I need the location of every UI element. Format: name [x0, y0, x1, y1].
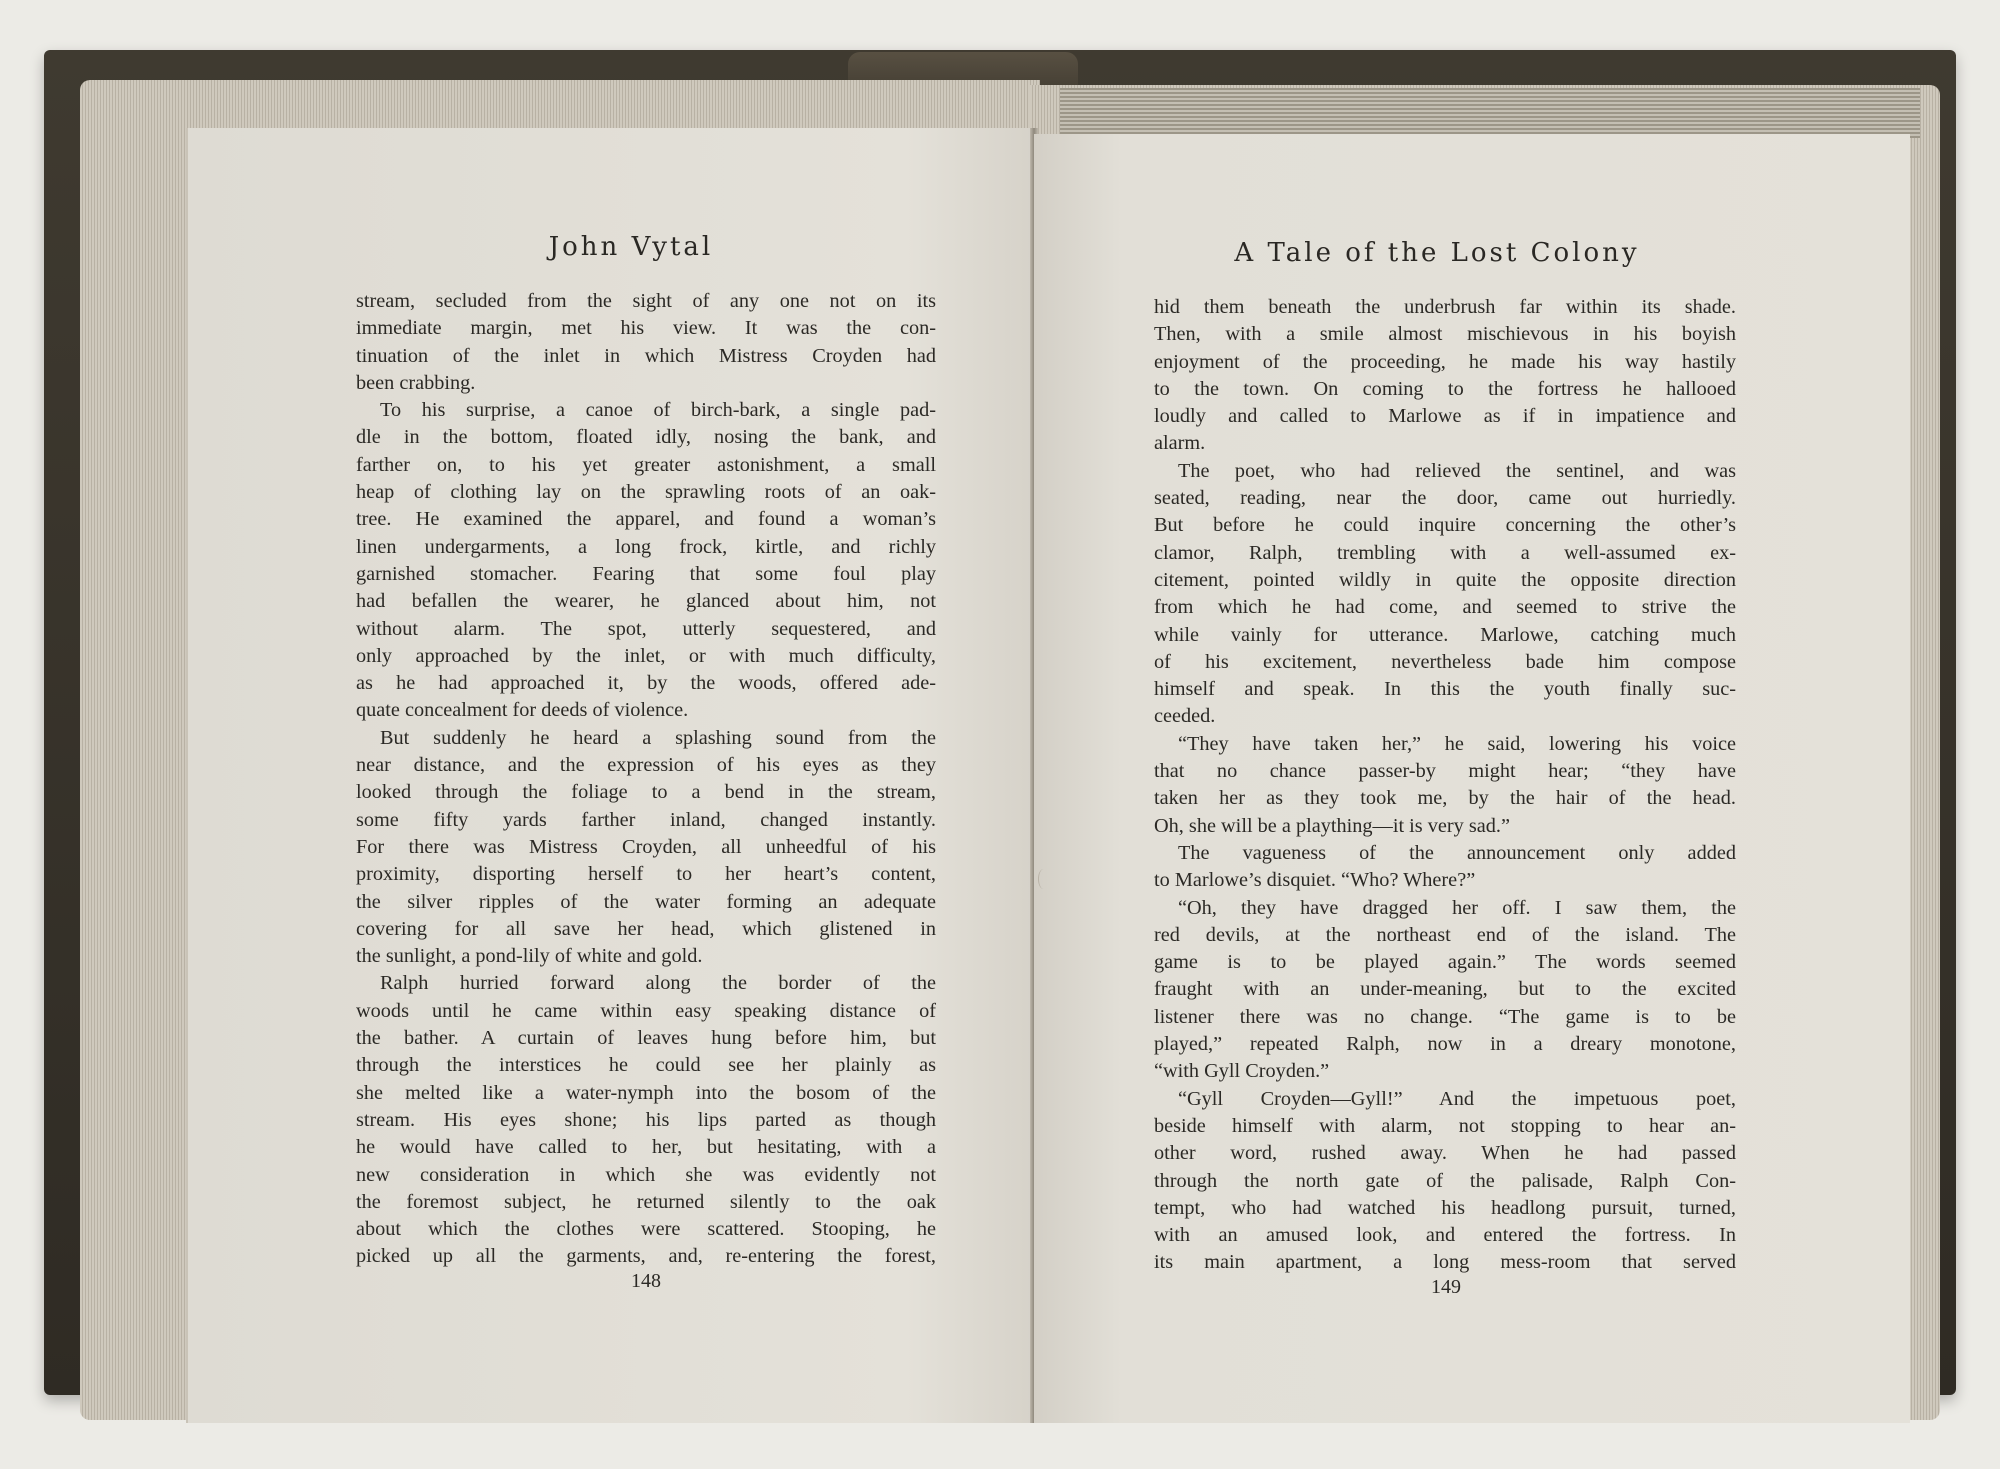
text-line: new consideration in which she was evidently not [356, 1163, 936, 1186]
text-line: heap of clothing lay on the sprawling roots of an oak- [356, 481, 936, 504]
text-line: “with Gyll Croyden.” [1154, 1060, 1330, 1083]
text-line: to the town. On coming to the fortress he hallooed [1154, 377, 1736, 400]
text-line: citement, pointed wildly in quite the opposite direction [1154, 568, 1736, 591]
text-line: beside himself with alarm, not stopping to hear an- [1154, 1114, 1736, 1137]
text-line: only approached by the inlet, or with much difficulty, [356, 644, 936, 667]
text-line: the sunlight, a pond-lily of white and gold. [356, 945, 703, 968]
text-line: tinuation of the inlet in which Mistress Croyden had [356, 344, 936, 367]
right-running-head: A Tale of the Lost Colony [1234, 238, 1640, 268]
text-line: But suddenly he heard a splashing sound from the [380, 726, 936, 749]
text-line: that no chance passer-by might hear; “they have [1154, 760, 1736, 783]
text-line: tempt, who had watched his headlong pursuit, turned, [1154, 1196, 1736, 1219]
text-line: “Oh, they have dragged her off. I saw them, the [1178, 896, 1736, 919]
text-line: farther on, to his yet greater astonishment, a small [356, 453, 936, 476]
text-line: ceeded. [1154, 705, 1216, 728]
text-line: To his surprise, a canoe of birch-bark, a single pad- [380, 399, 936, 422]
top-page-edges [1060, 88, 1920, 138]
text-line: listener there was no change. “The game is to be [1154, 1005, 1736, 1028]
text-line: Ralph hurried forward along the border of the [380, 972, 936, 995]
text-line: red devils, at the northeast end of the island. The [1154, 923, 1736, 946]
text-line: woods until he came within easy speaking distance of [356, 999, 936, 1022]
text-line: “Gyll Croyden—Gyll!” And the impetuous poet, [1178, 1087, 1736, 1110]
text-line: himself and speak. In this the youth finally suc- [1154, 678, 1736, 701]
text-line: played,” repeated Ralph, now in a dreary monotone, [1154, 1033, 1736, 1056]
text-line: he would have called to her, but hesitating, with a [356, 1136, 936, 1159]
text-line: the silver ripples of the water forming an adequate [356, 890, 936, 913]
text-line: the foremost subject, he returned silently to the oak [356, 1190, 936, 1213]
text-line: without alarm. The spot, utterly sequestered, and [356, 617, 936, 640]
left-page [188, 128, 1034, 1423]
text-line: The poet, who had relieved the sentinel, and was [1178, 459, 1736, 482]
text-line: its main apartment, a long mess-room that served [1154, 1251, 1736, 1274]
text-line: near distance, and the expression of his eyes as they [356, 754, 936, 777]
text-line: stream, secluded from the sight of any one not on its [356, 290, 936, 312]
text-line: some fifty yards farther inland, changed instantly. [356, 808, 936, 831]
text-line: picked up all the garments, and, re-entering the forest, [356, 1245, 936, 1268]
text-line: loudly and called to Marlowe as if in impatience and [1154, 405, 1736, 428]
text-line: But before he could inquire concerning the other’s [1154, 514, 1736, 537]
text-line: while vainly for utterance. Marlowe, catching much [1154, 623, 1736, 646]
text-line: “They have taken her,” he said, lowering his voice [1178, 732, 1736, 755]
text-line: tree. He examined the apparel, and found a woman’s [356, 508, 936, 531]
text-line: Oh, she will be a plaything—it is very sad.” [1154, 814, 1510, 837]
right-page-number: 149 [1431, 1276, 1461, 1298]
text-line: Then, with a smile almost mischievous in his boyish [1154, 323, 1736, 346]
text-line: proximity, disporting herself to her heart’s content, [356, 863, 936, 886]
text-line: looked through the foliage to a bend in the stream, [356, 781, 936, 804]
text-line: The vagueness of the announcement only added [1178, 841, 1736, 864]
text-line: had befallen the wearer, he glanced about him, not [356, 590, 936, 613]
text-line: about which the clothes were scattered. Stooping, he [356, 1218, 936, 1241]
pencil-mark [1038, 869, 1049, 889]
text-line: For there was Mistress Croyden, all unheedful of his [356, 835, 936, 858]
text-line: fraught with an under-meaning, but to the excited [1154, 978, 1736, 1001]
text-line: as he had approached it, by the woods, offered ade- [356, 672, 936, 695]
text-line: from which he had come, and seemed to strive the [1154, 596, 1736, 619]
text-line: quate concealment for deeds of violence. [356, 699, 689, 722]
text-line: hid them beneath the underbrush far within its shade. [1154, 296, 1736, 318]
text-line: to Marlowe’s disquiet. “Who? Where?” [1154, 869, 1476, 892]
text-line: been crabbing. [356, 371, 476, 394]
text-line: seated, reading, near the door, came out hurriedly. [1154, 487, 1736, 510]
text-line: garnished stomacher. Fearing that some foul play [356, 562, 936, 585]
right-page-text [1154, 294, 1736, 1277]
text-line: immediate margin, met his view. It was the con- [356, 317, 936, 340]
text-line: clamor, Ralph, trembling with a well-assumed ex- [1154, 541, 1736, 564]
text-line: covering for all save her head, which glistened in [356, 917, 936, 940]
text-line: taken her as they took me, by the hair of the head. [1154, 787, 1736, 810]
left-page-number: 148 [631, 1270, 661, 1292]
left-page-text [356, 288, 936, 1271]
text-line: alarm. [1154, 432, 1206, 455]
text-line: she melted like a water-nymph into the bosom of the [356, 1081, 936, 1104]
text-line: game is to be played again.” The words seemed [1154, 951, 1736, 974]
text-line: other word, rushed away. When he had passed [1154, 1142, 1736, 1165]
text-line: enjoyment of the proceeding, he made his way hastily [1154, 350, 1736, 373]
left-running-head: John Vytal [548, 232, 714, 262]
text-line: of his excitement, nevertheless bade him compose [1154, 650, 1736, 673]
text-line: through the north gate of the palisade, Ralph Con- [1154, 1169, 1736, 1192]
text-line: stream. His eyes shone; his lips parted as though [356, 1108, 936, 1131]
text-line: with an amused look, and entered the fortress. In [1154, 1224, 1736, 1247]
text-line: dle in the bottom, floated idly, nosing the bank, and [356, 426, 936, 449]
right-page [1034, 134, 1910, 1423]
text-line: the bather. A curtain of leaves hung before him, but [356, 1027, 936, 1050]
text-line: through the interstices he could see her plainly as [356, 1054, 936, 1077]
text-line: linen undergarments, a long frock, kirtle, and richly [356, 535, 936, 558]
